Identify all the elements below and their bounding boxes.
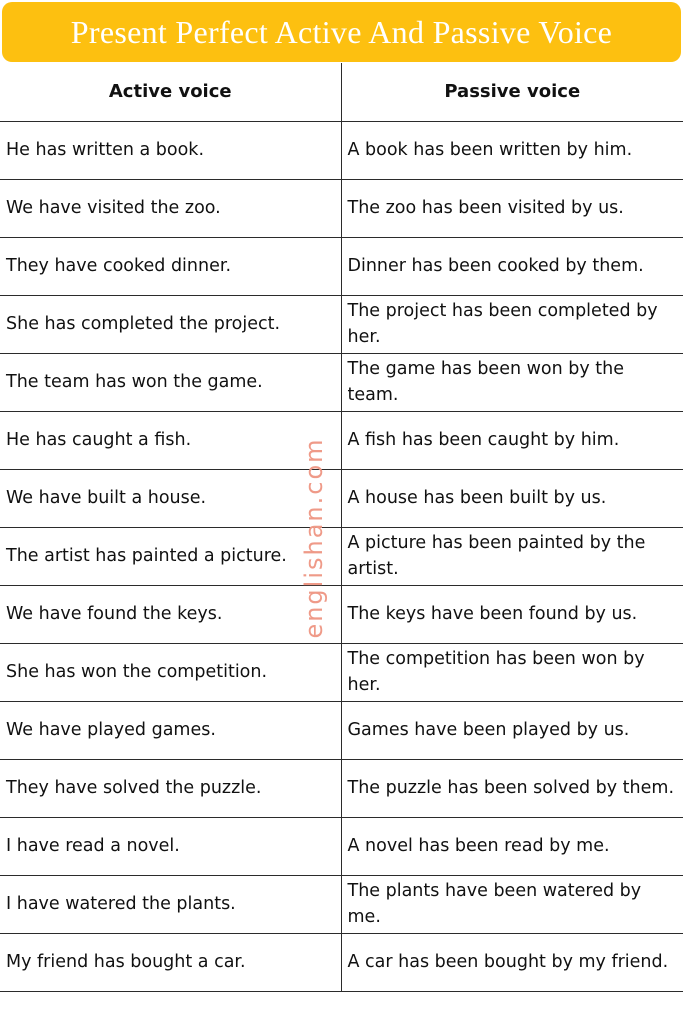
table-row xyxy=(0,933,683,991)
page-title: Present Perfect Active And Passive Voice xyxy=(70,13,613,50)
active-voice-header: Active voice xyxy=(0,63,341,121)
table-row xyxy=(0,817,683,875)
table-row xyxy=(0,701,683,759)
passive-cell: The competition has been won by her. xyxy=(341,643,683,701)
passive-cell: Dinner has been cooked by them. xyxy=(341,237,683,295)
passive-cell: A car has been bought by my friend. xyxy=(341,933,683,991)
active-cell: I have watered the plants. xyxy=(0,875,341,933)
active-cell: My friend has bought a car. xyxy=(0,933,341,991)
active-cell: She has won the competition. xyxy=(0,643,341,701)
passive-cell: Games have been played by us. xyxy=(341,701,683,759)
active-cell: He has written a book. xyxy=(0,121,341,179)
active-cell: We have built a house. xyxy=(0,469,341,527)
table-row xyxy=(0,469,683,527)
passive-cell: The plants have been watered by me. xyxy=(341,875,683,933)
table-row xyxy=(0,121,683,179)
active-cell: They have solved the puzzle. xyxy=(0,759,341,817)
passive-cell: A novel has been read by me. xyxy=(341,817,683,875)
active-cell: I have read a novel. xyxy=(0,817,341,875)
table-row xyxy=(0,411,683,469)
table-row xyxy=(0,179,683,237)
header-row xyxy=(0,63,683,121)
active-cell: We have found the keys. xyxy=(0,585,341,643)
passive-cell: A picture has been painted by the artist. xyxy=(341,527,683,585)
active-cell: They have cooked dinner. xyxy=(0,237,341,295)
table-body xyxy=(0,121,683,991)
title-banner xyxy=(2,2,681,62)
table-row xyxy=(0,875,683,933)
table-row xyxy=(0,759,683,817)
passive-cell: The puzzle has been solved by them. xyxy=(341,759,683,817)
table-row xyxy=(0,237,683,295)
watermark: englishan.com xyxy=(300,437,328,639)
active-cell: The artist has painted a picture. xyxy=(0,527,341,585)
passive-cell: The keys have been found by us. xyxy=(341,585,683,643)
passive-cell: A book has been written by him. xyxy=(341,121,683,179)
active-cell: The team has won the game. xyxy=(0,353,341,411)
voice-table xyxy=(0,63,683,992)
table-row xyxy=(0,527,683,585)
table-row xyxy=(0,353,683,411)
active-cell: We have visited the zoo. xyxy=(0,179,341,237)
passive-cell: A house has been built by us. xyxy=(341,469,683,527)
passive-voice-header: Passive voice xyxy=(341,63,683,121)
active-cell: She has completed the project. xyxy=(0,295,341,353)
table-row xyxy=(0,295,683,353)
table-row xyxy=(0,585,683,643)
passive-cell: A fish has been caught by him. xyxy=(341,411,683,469)
active-cell: He has caught a fish. xyxy=(0,411,341,469)
table-row xyxy=(0,643,683,701)
passive-cell: The zoo has been visited by us. xyxy=(341,179,683,237)
passive-cell: The project has been completed by her. xyxy=(341,295,683,353)
active-cell: We have played games. xyxy=(0,701,341,759)
passive-cell: The game has been won by the team. xyxy=(341,353,683,411)
